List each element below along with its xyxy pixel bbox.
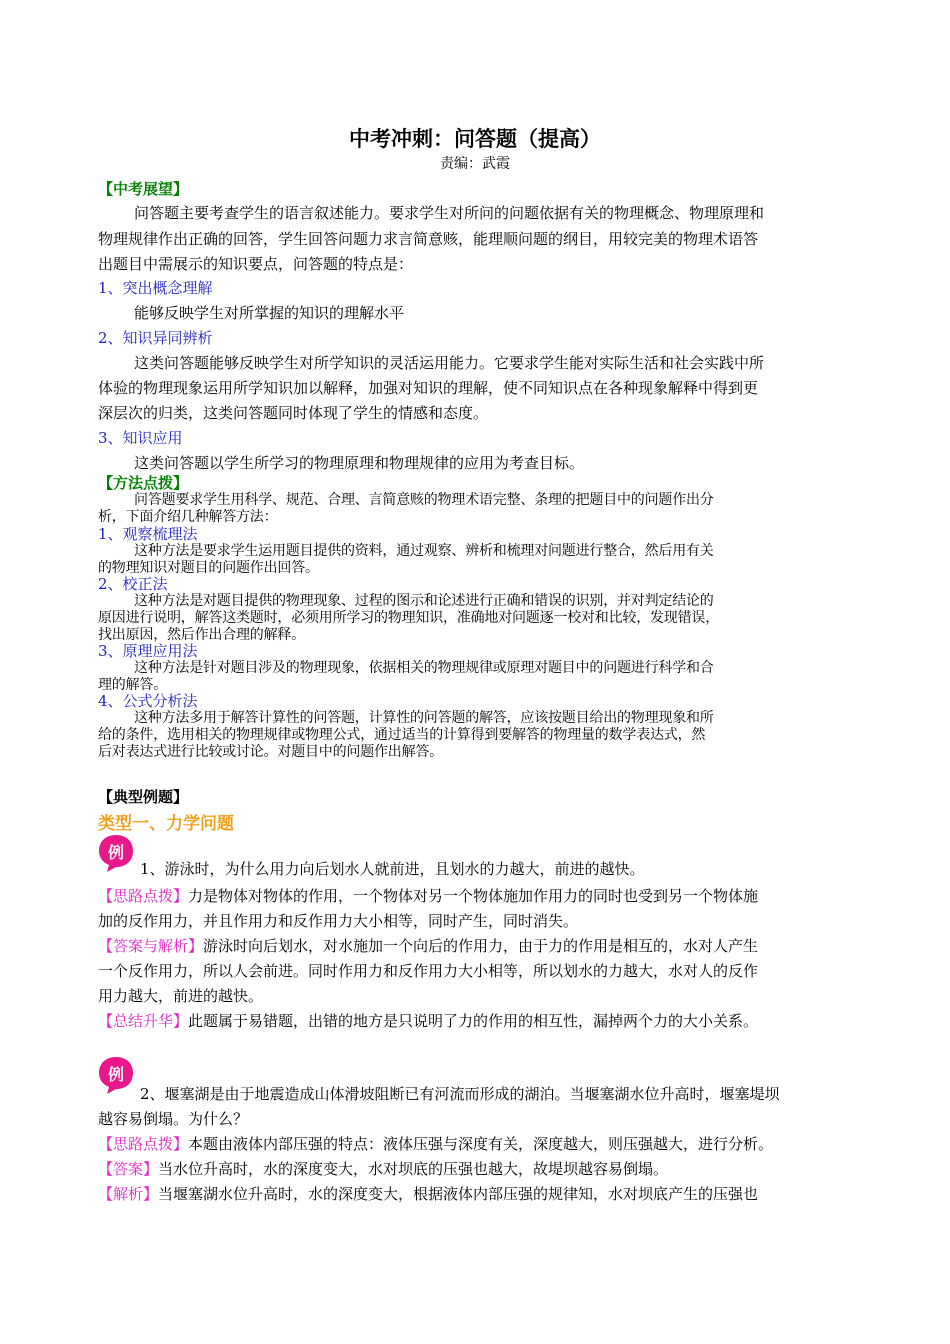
answer-text: 游泳时向后划水，对水施加一个向后的作用力，由于力的作用是相互的，水对人产生 (203, 937, 759, 955)
method-text: 给的条件，选用相关的物理规律或物理公式，通过适当的计算得到要解答的物理量的数学表达式，然 (98, 727, 706, 743)
summary-tag: 【总结升华】 (98, 1012, 189, 1030)
method-text: 原因进行说明，解答这类题时，必须用所学习的物理知识，准确地对问题逐一校对和比较，发现错误， (98, 610, 719, 626)
method-text: 这种方法是要求学生运用题目提供的资料，通过观察、辨析和梳理对问题进行整合，然后用有关 (134, 543, 714, 559)
answer-tag: 【答案】 (98, 1160, 159, 1178)
outlook-intro-line: 出题目中需展示的知识要点，问答题的特点是： (98, 255, 414, 273)
hint-tag: 【思路点拨】 (98, 887, 189, 905)
point-title: 1、突出概念理解 (98, 279, 213, 297)
answer-text: 当水位升高时，水的深度变大，水对坝底的压强也越大，故堤坝越容易倒塌。 (158, 1160, 669, 1178)
answer-text: 用力越大，前进的越快。 (98, 987, 264, 1005)
hint-line (98, 885, 758, 906)
summary-text: 此题属于易错题，出错的地方是只说明了力的作用的相互性，漏掉两个力的大小关系。 (188, 1012, 759, 1030)
method-text: 这种方法多用于解答计算性的问答题，计算性的问答题的解答，应该按题目给出的物理现象和所 (134, 710, 714, 726)
hint-text: 加的反作用力，并且作用力和反作用力大小相等，同时产生，同时消失。 (98, 912, 579, 930)
method-title: 2、校正法 (98, 575, 168, 593)
method-text: 后对表达式进行比较或讨论。对题目中的问题作出解答。 (98, 744, 443, 760)
svg-text:例: 例 (107, 843, 125, 862)
analysis-line (98, 1183, 758, 1204)
point-text: 这类问答题以学生所学习的物理原理和物理规律的应用为考查目标。 (134, 454, 585, 472)
point-text: 能够反映学生对所掌握的知识的理解水平 (134, 304, 405, 322)
method-text: 找出原因，然后作出合理的解释。 (98, 627, 305, 643)
point-text: 体验的物理现象运用所学知识加以解释，加强对知识的理解，使不同知识点在各种现象解释中得到更 (98, 379, 759, 397)
method-title: 1、观察梳理法 (98, 525, 198, 543)
method-title: 3、原理应用法 (98, 642, 198, 660)
method-title: 4、公式分析法 (98, 692, 198, 710)
hint-line (98, 1133, 773, 1154)
example-question: 越容易倒塌。为什么？ (98, 1110, 249, 1128)
point-title: 2、知识异同辨析 (98, 329, 213, 347)
outlook-intro-line: 问答题主要考查学生的语言叙述能力。要求学生对所问的问题依据有关的物理概念、物理原理和 (134, 204, 765, 222)
page-title: 中考冲刺：问答题（提高） (349, 127, 601, 151)
editor-line: 责编：武霞 (440, 156, 510, 172)
answer-line (98, 1158, 668, 1179)
section-heading-outlook: 【中考展望】 (98, 180, 189, 198)
analysis-text: 当堰塞湖水位升高时，水的深度变大，根据液体内部压强的规律知，水对坝底产生的压强也 (158, 1185, 759, 1203)
point-title: 3、知识应用 (98, 429, 183, 447)
section-heading-methods: 【方法点拨】 (98, 474, 189, 492)
example-question: 1、游泳时，为什么用力向后划水人就前进，且划水的力越大，前进的越快。 (140, 860, 645, 878)
example-question: 2、堰塞湖是由于地震造成山体滑坡阻断已有河流而形成的湖泊。当堰塞湖水位升高时，堰塞堤坝 (140, 1085, 780, 1103)
answer-text: 一个反作用力，所以人会前进。同时作用力和反作用力大小相等，所以划水的力越大，水对人的反作 (98, 962, 759, 980)
hint-text: 力是物体对物体的作用，一个物体对另一个物体施加作用力的同时也受到另一个物体施 (188, 887, 759, 905)
outlook-intro-line: 物理规律作出正确的回答，学生回答问题力求言简意赅，能理顺问题的纲目，用较完美的物理术语答 (98, 230, 759, 248)
answer-tag: 【答案与解析】 (98, 937, 204, 955)
example-badge-icon (97, 1055, 135, 1095)
type-title: 类型一、力学问题 (98, 814, 234, 834)
hint-tag: 【思路点拨】 (98, 1135, 189, 1153)
example-badge-icon (97, 833, 135, 873)
analysis-tag: 【解析】 (98, 1185, 159, 1203)
method-text: 理的解答。 (98, 677, 167, 693)
point-text: 这类问答题能够反映学生对所学知识的灵活运用能力。它要求学生能对实际生活和社会实践中所 (134, 354, 765, 372)
method-text: 的物理知识对题目的问题作出回答。 (98, 560, 319, 576)
hint-text: 本题由液体内部压强的特点：液体压强与深度有关，深度越大，则压强越大，进行分析。 (188, 1135, 774, 1153)
answer-line (98, 935, 758, 956)
methods-intro-line: 问答题要求学生用科学、规范、合理、言简意赅的物理术语完整、条理的把题目中的问题作出分 (134, 492, 714, 508)
methods-intro-line: 析，下面介绍几种解答方法： (98, 509, 278, 525)
method-text: 这种方法是对题目提供的物理现象、过程的图示和论述进行正确和错误的识别，并对判定结论的 (134, 593, 714, 609)
svg-text:例: 例 (107, 1065, 125, 1084)
method-text: 这种方法是针对题目涉及的物理现象，依据相关的物理规律或原理对题目中的问题进行科学和合 (134, 660, 714, 676)
point-text: 深层次的归类，这类问答题同时体现了学生的情感和态度。 (98, 404, 489, 422)
summary-line (98, 1010, 758, 1031)
section-heading-examples: 【典型例题】 (98, 788, 189, 806)
